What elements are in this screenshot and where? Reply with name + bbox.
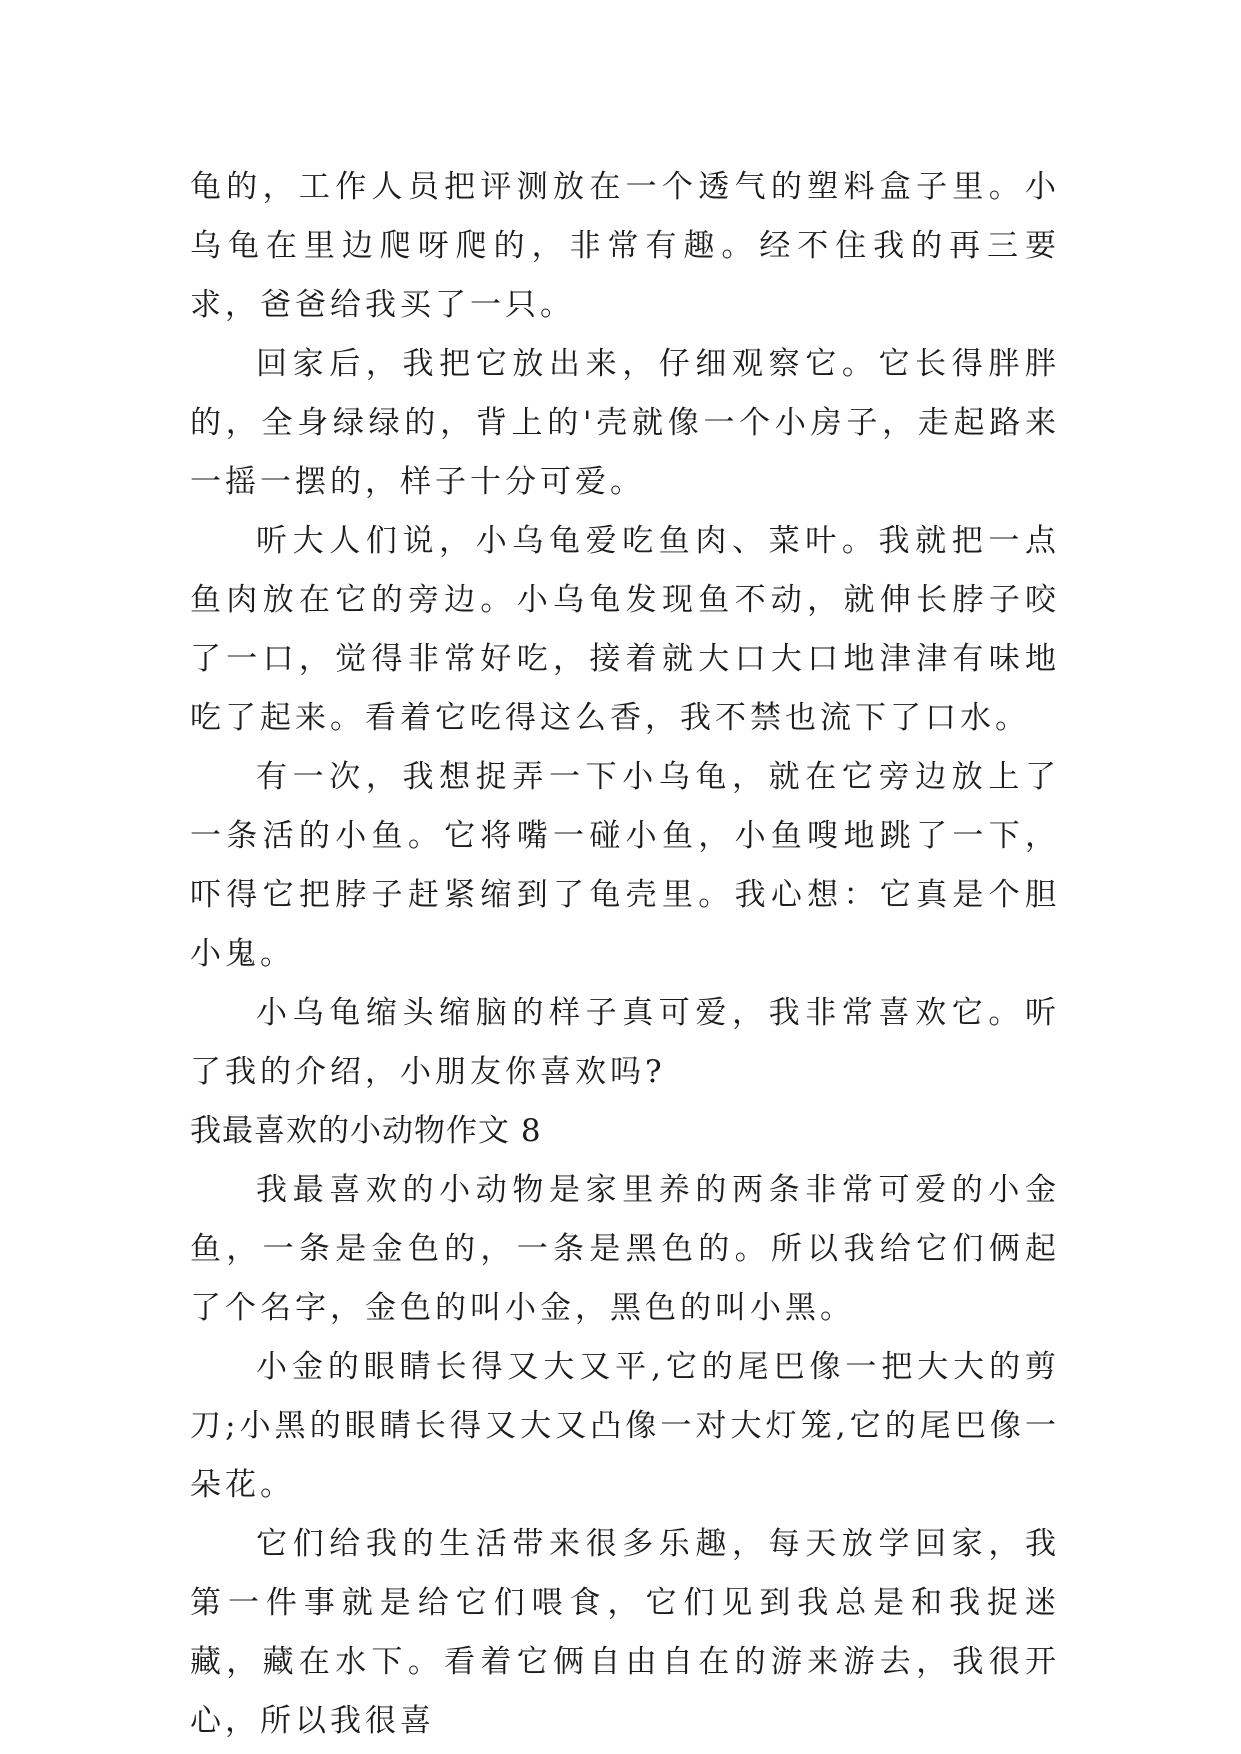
paragraph-3: 听大人们说，小乌龟爱吃鱼肉、菜叶。我就把一点鱼肉放在它的旁边。小乌龟发现鱼不动，就伸长脖子咬了一口，觉得非常好吃，接着就大口大口地津津有味地吃了起来。看着它吃得这么香，我不禁也流下了口水。 [190, 523, 1060, 736]
paragraph-4: 有一次，我想捉弄一下小乌龟，就在它旁边放上了一条活的小鱼。它将嘴一碰小鱼，小鱼嗖地跳了一下，吓得它把脖子赶紧缩到了龟壳里。我心想：它真是个胆小鬼。 [190, 759, 1060, 972]
paragraph-6: 我最喜欢的小动物是家里养的两条非常可爱的小金鱼，一条是金色的，一条是黑色的。所以我给它们俩起了个名字，金色的叫小金，黑色的叫小黑。 [190, 1172, 1060, 1326]
essay-heading: 我最喜欢的小动物作文 8 [190, 1113, 542, 1149]
paragraph-7: 小金的眼睛长得又大又平,它的尾巴像一把大大的剪刀;小黑的眼睛长得又大又凸像一对大灯笼,它的尾巴像一朵花。 [190, 1349, 1060, 1503]
document-body [190, 158, 1060, 1751]
paragraph-2: 回家后，我把它放出来，仔细观察它。它长得胖胖的，全身绿绿的，背上的'壳就像一个小房子，走起路来一摇一摆的，样子十分可爱。 [190, 346, 1060, 500]
paragraph-5: 小乌龟缩头缩脑的样子真可爱，我非常喜欢它。听了我的介绍，小朋友你喜欢吗? [190, 995, 1060, 1090]
paragraph-1: 龟的，工作人员把评测放在一个透气的塑料盒子里。小乌龟在里边爬呀爬的，非常有趣。经不住我的再三要求，爸爸给我买了一只。 [190, 169, 1060, 323]
paragraph-8: 它们给我的生活带来很多乐趣，每天放学回家，我第一件事就是给它们喂食，它们见到我总是和我捉迷藏，藏在水下。看着它俩自由自在的游来游去，我很开心，所以我很喜 [190, 1526, 1060, 1739]
